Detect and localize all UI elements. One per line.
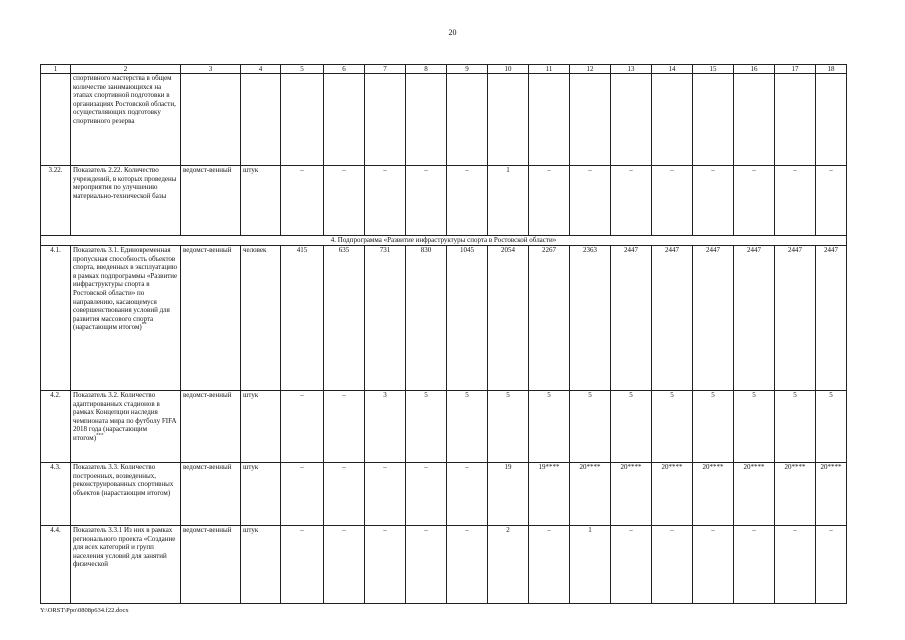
indicator-value: 20****	[816, 463, 847, 526]
indicator-value: 2054	[488, 246, 529, 391]
indicator-value: 2447	[693, 246, 734, 391]
header-col-11: 11	[529, 65, 570, 74]
indicator-value: 5	[775, 391, 816, 463]
indicator-unit: штук	[241, 166, 281, 236]
indicator-unit: штук	[241, 526, 281, 604]
table-row	[41, 391, 847, 463]
indicator-source: ведомст-венный	[181, 463, 241, 526]
row-number: 4.1.	[41, 246, 71, 391]
indicator-value: –	[324, 166, 365, 236]
indicator-value: 415	[281, 246, 324, 391]
indicator-value: –	[406, 463, 447, 526]
indicator-value: 20****	[611, 463, 652, 526]
indicator-value: –	[693, 166, 734, 236]
row-number: 4.3.	[41, 463, 71, 526]
indicator-value: –	[281, 166, 324, 236]
indicator-value	[611, 74, 652, 166]
indicator-value	[652, 74, 693, 166]
indicator-name-text: Показатель 3.1. Единовременная пропускная способность объектов спорта, введенных в эксплуатацию в рамках подпрограммы «Развитие инфраструктуры спорта в Ростовской области» по направлению, касающемуся совершенствования условий для развития массового спорта (нарастающим итогом)	[73, 246, 178, 332]
header-row	[41, 65, 847, 74]
indicator-value: –	[652, 526, 693, 604]
indicator-name	[71, 463, 181, 526]
row-number: 3.22.	[41, 166, 71, 236]
indicator-value	[775, 74, 816, 166]
section-title: 4. Подпрограмма «Развитие инфраструктуры спорта в Ростовской области»	[41, 236, 847, 246]
indicator-value: –	[816, 526, 847, 604]
indicator-value: 635	[324, 246, 365, 391]
indicator-value: 5	[693, 391, 734, 463]
indicator-value: 5	[652, 391, 693, 463]
indicator-value: 5	[488, 391, 529, 463]
indicator-value: 5	[611, 391, 652, 463]
table-row	[41, 74, 847, 166]
header-col-10: 10	[488, 65, 529, 74]
indicator-value: 2267	[529, 246, 570, 391]
indicator-value: 1045	[447, 246, 488, 391]
footnote-marker: **	[141, 323, 147, 329]
indicator-value: 2447	[611, 246, 652, 391]
indicator-name-text: Показатель 3.3. Количество построенных, возведенных, реконструированных спортивных объектов (нарастающим итогом)	[73, 463, 174, 497]
indicator-unit: человек	[241, 246, 281, 391]
indicator-value: 5	[816, 391, 847, 463]
indicator-value: –	[281, 463, 324, 526]
indicator-value: –	[281, 391, 324, 463]
row-number: 4.4.	[41, 526, 71, 604]
table-row	[41, 246, 847, 391]
indicator-value: 1	[570, 526, 611, 604]
indicator-value: 20****	[570, 463, 611, 526]
indicator-value	[447, 74, 488, 166]
row-number	[41, 74, 71, 166]
indicator-value: –	[693, 526, 734, 604]
header-col-12: 12	[570, 65, 611, 74]
indicator-value: –	[447, 166, 488, 236]
indicator-unit: штук	[241, 463, 281, 526]
indicator-value	[570, 74, 611, 166]
indicator-value: –	[652, 166, 693, 236]
indicator-value: –	[365, 463, 406, 526]
indicator-value: 1	[488, 166, 529, 236]
indicator-value: –	[365, 526, 406, 604]
indicator-value: 5	[529, 391, 570, 463]
header-col-9: 9	[447, 65, 488, 74]
indicator-value: –	[775, 526, 816, 604]
header-col-15: 15	[693, 65, 734, 74]
table-row	[41, 166, 847, 236]
indicator-value: –	[324, 391, 365, 463]
section-row	[41, 236, 847, 246]
indicator-value: –	[447, 463, 488, 526]
indicator-value: –	[734, 526, 775, 604]
indicator-value: 2	[488, 526, 529, 604]
indicator-value: –	[816, 166, 847, 236]
indicator-value: –	[775, 166, 816, 236]
indicator-value: 19	[488, 463, 529, 526]
footer-file-path: Y:\ORST\Ppo\0808p634.f22.docx	[40, 607, 129, 614]
indicator-value	[488, 74, 529, 166]
indicator-value: 731	[365, 246, 406, 391]
indicator-value: –	[324, 526, 365, 604]
indicator-unit: штук	[241, 391, 281, 463]
indicator-value: –	[447, 526, 488, 604]
indicator-value: –	[611, 526, 652, 604]
indicator-value: –	[406, 526, 447, 604]
indicator-value: –	[406, 166, 447, 236]
indicator-source: ведомст-венный	[181, 166, 241, 236]
indicator-value: 2447	[775, 246, 816, 391]
indicator-value: –	[365, 166, 406, 236]
indicator-value: 2447	[652, 246, 693, 391]
header-col-7: 7	[365, 65, 406, 74]
indicator-value	[406, 74, 447, 166]
indicator-name-text: Показатель 3.3.1 Из них в рамках регионального проекта «Создание для всех категорий и групп населения условий для занятий физической	[73, 526, 176, 569]
header-col-5: 5	[281, 65, 324, 74]
indicator-value: 20****	[734, 463, 775, 526]
indicator-source: ведомст-венный	[181, 246, 241, 391]
indicators-table	[40, 64, 847, 604]
indicator-value	[324, 74, 365, 166]
indicator-source	[181, 74, 241, 166]
indicator-value: 5	[734, 391, 775, 463]
header-col-18: 18	[816, 65, 847, 74]
indicator-value: 830	[406, 246, 447, 391]
indicator-name	[71, 391, 181, 463]
indicator-value: –	[570, 166, 611, 236]
header-col-13: 13	[611, 65, 652, 74]
header-col-17: 17	[775, 65, 816, 74]
indicator-name	[71, 74, 181, 166]
indicator-value: 5	[447, 391, 488, 463]
indicator-name	[71, 166, 181, 236]
indicator-value: 20****	[693, 463, 734, 526]
indicator-value: 3	[365, 391, 406, 463]
indicator-value: –	[611, 166, 652, 236]
indicator-value: –	[529, 166, 570, 236]
indicator-value: 2447	[816, 246, 847, 391]
header-col-14: 14	[652, 65, 693, 74]
table-row	[41, 526, 847, 604]
page-number: 20	[448, 28, 457, 37]
header-col-3: 3	[181, 65, 241, 74]
indicator-value: 20****	[775, 463, 816, 526]
indicator-value	[281, 74, 324, 166]
indicator-value: 5	[406, 391, 447, 463]
indicator-value: –	[529, 526, 570, 604]
indicator-value: 5	[570, 391, 611, 463]
header-col-8: 8	[406, 65, 447, 74]
header-col-4: 4	[241, 65, 281, 74]
indicator-name	[71, 526, 181, 604]
indicator-value	[693, 74, 734, 166]
indicator-source: ведомст-венный	[181, 391, 241, 463]
header-col-2: 2	[71, 65, 181, 74]
indicator-value: 19****	[529, 463, 570, 526]
indicator-value: 2363	[570, 246, 611, 391]
indicator-value: –	[734, 166, 775, 236]
indicator-name	[71, 246, 181, 391]
indicator-name-text: Показатель 2.22. Количество учреждений, в которых проведены мероприятия по улучшению материально-технической базы	[73, 166, 177, 200]
indicator-name-text: спортивного мастерства в общем количестве занимающихся на этапах спортивной подготовки в организациях Ростовской области, осуществляющих подготовку спортивного резерва	[73, 74, 176, 125]
indicator-unit	[241, 74, 281, 166]
indicator-source: ведомст-венный	[181, 526, 241, 604]
footnote-marker: ***	[96, 433, 104, 439]
indicator-value	[816, 74, 847, 166]
indicator-value: –	[324, 463, 365, 526]
indicator-value	[365, 74, 406, 166]
header-col-6: 6	[324, 65, 365, 74]
row-number: 4.2.	[41, 391, 71, 463]
indicator-name-text: Показатель 3.2. Количество адаптированных стадионов в рамках Концепции наследия чемпионата мира по футболу FIFA 2018 года (нарастающим итогом)	[73, 391, 177, 442]
indicator-value	[734, 74, 775, 166]
indicator-value: –	[281, 526, 324, 604]
indicator-value	[529, 74, 570, 166]
table-row	[41, 463, 847, 526]
header-col-1: 1	[41, 65, 71, 74]
header-col-16: 16	[734, 65, 775, 74]
indicator-value: 20****	[652, 463, 693, 526]
indicator-value: 2447	[734, 246, 775, 391]
